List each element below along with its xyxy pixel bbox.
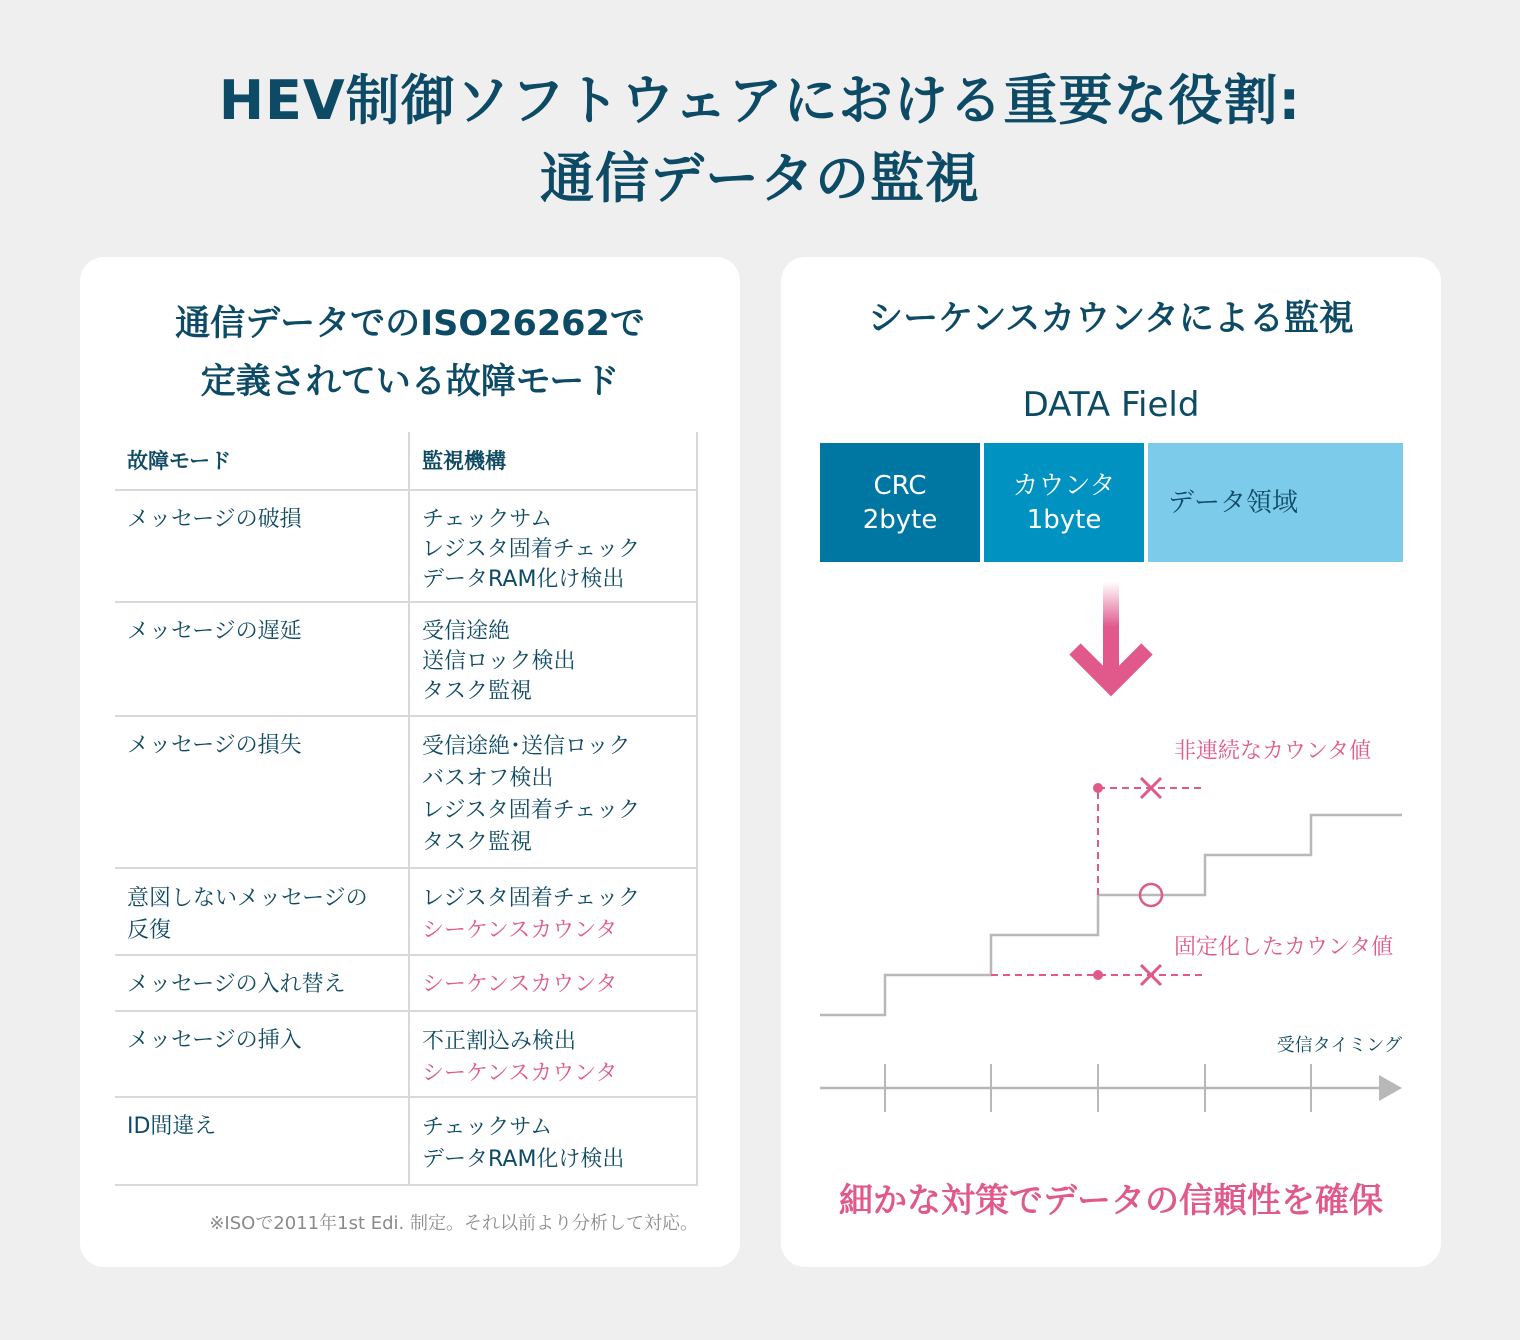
sequence-counter-panel xyxy=(781,257,1441,1267)
fixed-counter-label: 固定化したカウンタ値 xyxy=(1174,935,1394,960)
crc-field-size: 2byte xyxy=(862,504,938,535)
page-title-line2: 通信データの監視 xyxy=(540,147,980,210)
failure-mode-text: 意図しないメッセージの xyxy=(127,886,368,911)
crc-field-label: CRC xyxy=(873,470,927,501)
failure-mode-text: メッセージの入れ替え xyxy=(127,972,346,997)
mechanism-text: バスオフ検出 xyxy=(422,766,554,791)
failure-modes-panel xyxy=(80,257,740,1267)
mechanism-text-highlight: シーケンスカウンタ xyxy=(422,972,618,997)
data-field-label: DATA Field xyxy=(1022,385,1200,425)
table-row xyxy=(115,956,698,1012)
arrow-down-icon xyxy=(1075,582,1147,685)
mechanism-text-highlight: シーケンスカウンタ xyxy=(422,918,618,943)
mechanism-text-highlight: シーケンスカウンタ xyxy=(422,1061,618,1086)
failure-modes-table xyxy=(115,432,698,1186)
discontinuous-counter-label: 非連続なカウンタ値 xyxy=(1174,739,1372,764)
counter-field-size: 1byte xyxy=(1026,504,1102,535)
table-header-row xyxy=(115,432,698,491)
table-row xyxy=(115,1012,698,1098)
mechanism-text: 受信途絶 xyxy=(422,619,511,644)
mechanism-text: レジスタ固着チェック xyxy=(422,798,641,823)
failure-mode-text: メッセージの挿入 xyxy=(127,1028,302,1053)
page-title-line1: HEV制御ソフトウェアにおける重要な役割: xyxy=(218,69,1302,132)
table-row xyxy=(115,603,698,717)
failure-modes-title-line2: 定義されている故障モード xyxy=(200,362,620,402)
mechanism-text: 不正割込み検出 xyxy=(422,1029,577,1054)
mechanism-text: データRAM化け検出 xyxy=(422,567,625,592)
failure-mode-text: メッセージの遅延 xyxy=(127,619,302,644)
mechanism-text: レジスタ固着チェック xyxy=(422,886,641,911)
counter-staircase-line xyxy=(820,815,1402,1015)
sequence-counter-title: シーケンスカウンタによる監視 xyxy=(868,299,1354,339)
mechanism-text: レジスタ固着チェック xyxy=(422,537,641,562)
receive-timing-label: 受信タイミング xyxy=(1276,1035,1402,1056)
table-row xyxy=(115,717,698,869)
table-row xyxy=(115,491,698,603)
discontinuous-counter-marker xyxy=(1093,778,1206,895)
mechanism-text: チェックサム xyxy=(422,1115,553,1140)
failure-mode-text: メッセージの破損 xyxy=(127,507,302,532)
mechanism-text: タスク監視 xyxy=(422,830,533,855)
failure-mode-text: メッセージの損失 xyxy=(127,733,302,758)
mechanism-text: データRAM化け検出 xyxy=(422,1147,625,1172)
header-mechanism: 監視機構 xyxy=(410,432,698,489)
counter-field-label: カウンタ xyxy=(1012,470,1116,501)
footnote: ※ISOで2011年1st Edi. 制定。それ以前より分析して対応。 xyxy=(209,1213,698,1234)
timing-axis xyxy=(820,1064,1402,1112)
data-area-label: データ領域 xyxy=(1168,487,1299,518)
cross-icon xyxy=(1141,965,1161,985)
mechanism-text: 送信ロック検出 xyxy=(422,649,576,674)
failure-modes-title xyxy=(80,295,740,411)
header-failure-mode: 故障モード xyxy=(115,432,410,489)
mechanism-text: タスク監視 xyxy=(422,679,533,704)
conclusion-text: 細かな対策でデータの信頼性を確保 xyxy=(839,1181,1383,1221)
table-row xyxy=(115,1098,698,1186)
mechanism-text: 受信途絶･送信ロック xyxy=(422,734,631,759)
failure-mode-text: 反復 xyxy=(127,918,172,943)
table-row xyxy=(115,869,698,956)
fixed-counter-marker xyxy=(991,965,1206,985)
failure-mode-text: ID間違え xyxy=(127,1114,217,1139)
page-title xyxy=(0,62,1520,218)
mechanism-text: チェックサム xyxy=(422,507,553,532)
failure-modes-title-line1: 通信データでのISO26262で xyxy=(175,304,645,344)
